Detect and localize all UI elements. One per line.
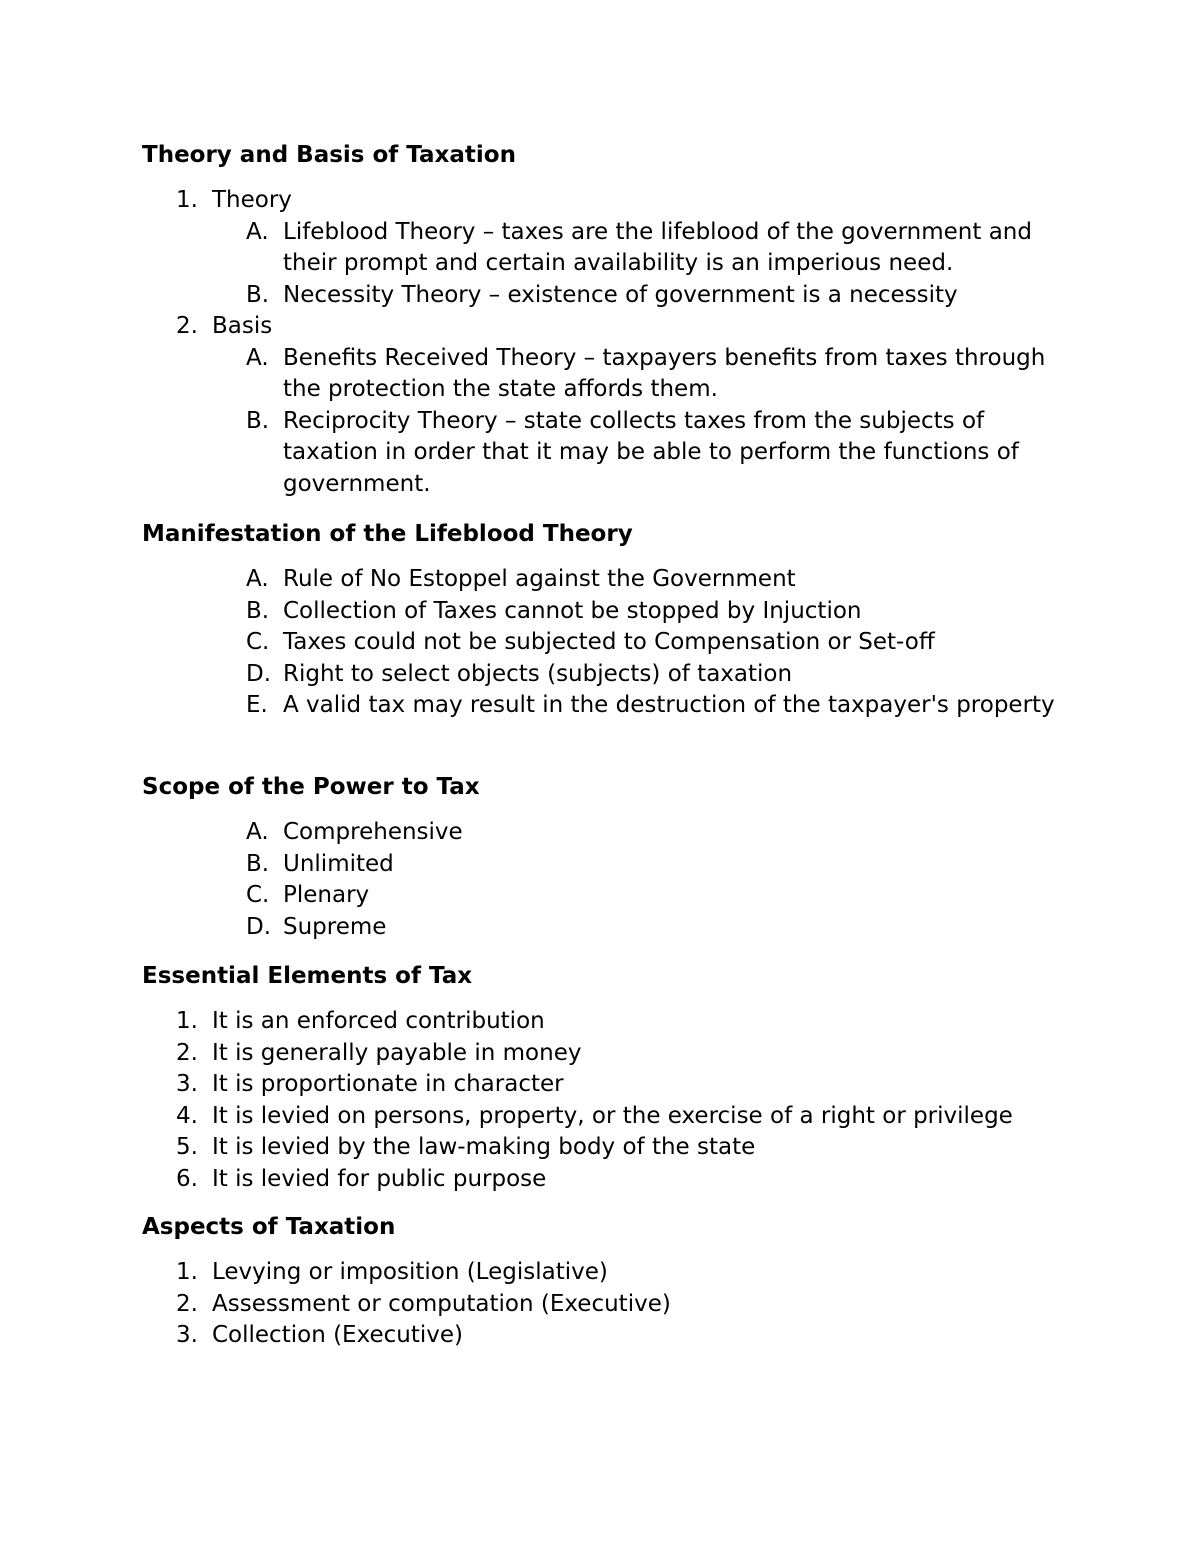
list-item	[142, 280, 1062, 312]
list-item-text: Rule of No Estoppel against the Government	[283, 566, 796, 592]
list-marker: 2.	[176, 1039, 198, 1066]
section-list	[142, 1257, 1062, 1352]
list-marker: 6.	[176, 1165, 198, 1192]
list-marker: 2.	[176, 313, 198, 339]
list-item	[142, 343, 1062, 406]
list-item	[142, 880, 1062, 912]
list-item	[142, 311, 1062, 343]
section-list	[142, 1006, 1062, 1195]
list-item	[142, 659, 1062, 691]
list-marker: A.	[246, 819, 269, 845]
list-item-text: Reciprocity Theory – state collects taxes from the subjects of taxation in order that it may be able to perform the functions of government.	[283, 407, 1019, 497]
list-item-text: It is proportionate in character	[212, 1071, 564, 1097]
list-item-text: Theory	[212, 187, 292, 213]
list-item	[142, 1257, 1062, 1289]
list-item-text: Collection (Executive)	[212, 1322, 464, 1348]
list-item-text: Taxes could not be subjected to Compensation or Set-off	[283, 629, 935, 655]
list-marker: 4.	[176, 1102, 198, 1129]
list-item	[142, 1132, 1062, 1164]
list-item	[142, 1289, 1062, 1321]
section-heading: Manifestation of the Lifeblood Theory	[142, 521, 633, 547]
section-manifestation	[142, 519, 1062, 722]
list-item-text: Collection of Taxes cannot be stopped by Injuction	[283, 597, 862, 624]
list-item-text: Necessity Theory – existence of government is a necessity	[283, 281, 958, 308]
list-marker: B.	[246, 850, 270, 877]
list-item	[142, 185, 1062, 217]
list-marker: 5.	[176, 1134, 198, 1160]
section-heading: Theory and Basis of Taxation	[142, 142, 516, 168]
list-marker: A.	[246, 566, 269, 592]
section-scope-of-power	[142, 772, 1062, 943]
section-essential-elements	[142, 961, 1062, 1195]
list-marker: 1.	[176, 187, 198, 213]
list-marker: 3.	[176, 1322, 198, 1348]
section-heading: Scope of the Power to Tax	[142, 774, 480, 800]
list-item-text: A valid tax may result in the destruction of the taxpayer's property	[283, 692, 1055, 718]
list-marker: C.	[246, 629, 270, 655]
list-item-text: Assessment or computation (Executive)	[212, 1290, 671, 1317]
section-list	[142, 185, 1062, 500]
section-list	[142, 817, 1062, 943]
list-item-text: It is levied on persons, property, or the exercise of a right or privilege	[212, 1102, 1013, 1129]
list-marker: 1.	[176, 1259, 198, 1285]
list-marker: A.	[246, 218, 269, 245]
list-marker: D.	[246, 913, 272, 940]
section-list	[142, 564, 1062, 722]
list-item	[142, 1006, 1062, 1038]
list-item-text: Levying or imposition (Legislative)	[212, 1259, 608, 1285]
list-marker: B.	[246, 597, 270, 624]
list-item	[142, 596, 1062, 628]
section-heading: Essential Elements of Tax	[142, 963, 473, 989]
list-item	[142, 817, 1062, 849]
list-marker: D.	[246, 660, 272, 687]
list-item	[142, 217, 1062, 280]
list-marker: C.	[246, 882, 270, 908]
list-item	[142, 1101, 1062, 1133]
list-marker: B.	[246, 281, 270, 308]
section-aspects-of-taxation	[142, 1212, 1062, 1352]
list-item-text: It is generally payable in money	[212, 1039, 582, 1066]
list-item-text: Supreme	[283, 913, 387, 940]
list-marker: 1.	[176, 1008, 198, 1034]
list-item-text: Plenary	[283, 882, 370, 908]
list-item	[142, 627, 1062, 659]
list-marker: 2.	[176, 1290, 198, 1317]
list-item-text: Comprehensive	[283, 819, 463, 845]
list-item	[142, 912, 1062, 944]
list-item-text: Lifeblood Theory – taxes are the lifeblood of the government and their prompt and certain availability is an imperious need.	[283, 218, 1032, 276]
list-item	[142, 1069, 1062, 1101]
list-item	[142, 1038, 1062, 1070]
list-item-text: Right to select objects (subjects) of taxation	[283, 660, 793, 687]
list-item-text: Basis	[212, 313, 273, 339]
list-marker: 3.	[176, 1071, 198, 1097]
list-marker: E.	[246, 692, 268, 718]
list-item	[142, 690, 1062, 722]
list-item-text: It is levied by the law-making body of the state	[212, 1134, 756, 1160]
list-item-text: It is levied for public purpose	[212, 1165, 547, 1192]
list-item	[142, 1164, 1062, 1196]
list-marker: B.	[246, 407, 270, 434]
list-item	[142, 1320, 1062, 1352]
list-item-text: Unlimited	[283, 850, 394, 877]
list-item	[142, 564, 1062, 596]
list-item-text: Benefits Received Theory – taxpayers benefits from taxes through the protection the state affords them.	[283, 344, 1046, 402]
section-theory-and-basis	[142, 140, 1062, 500]
section-heading: Aspects of Taxation	[142, 1214, 396, 1240]
list-item	[142, 406, 1062, 501]
list-marker: A.	[246, 344, 269, 371]
list-item	[142, 849, 1062, 881]
list-item-text: It is an enforced contribution	[212, 1008, 545, 1034]
